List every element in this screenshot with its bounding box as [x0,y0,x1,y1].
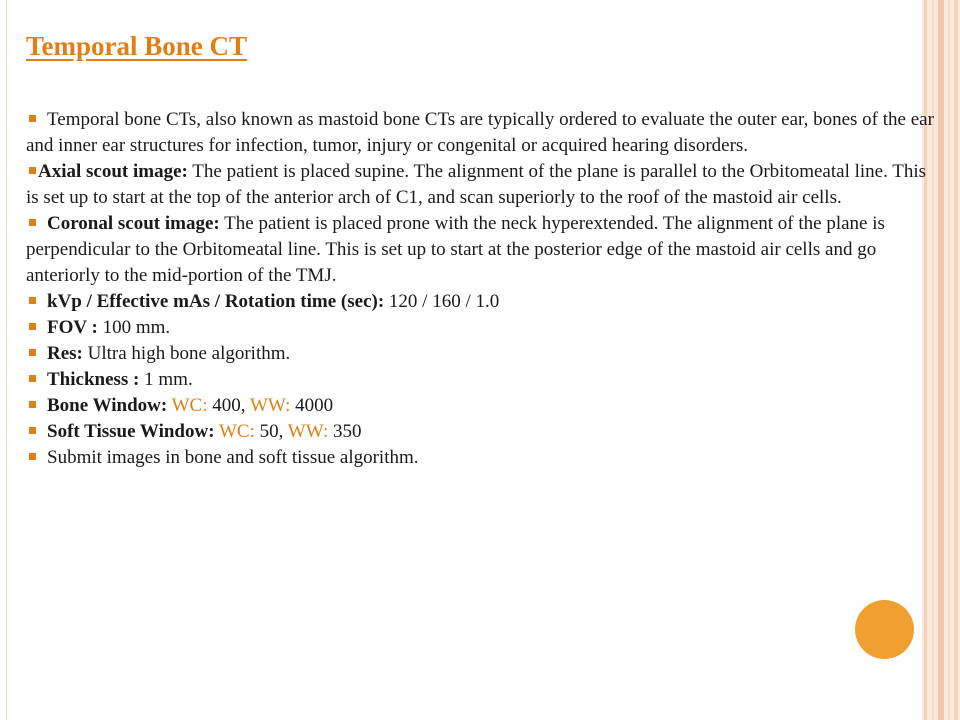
item-label: FOV : [47,317,98,338]
item-label: Coronal scout image: [47,213,220,234]
square-bullet-icon [29,349,36,356]
bullet-list [26,107,938,471]
list-item [26,445,938,471]
square-bullet-icon [29,115,36,122]
square-bullet-icon [29,219,36,226]
item-label: Soft Tissue Window: [47,421,215,442]
item-label: Axial scout image: [38,161,188,182]
item-text: The patient is placed prone with the neck hyperextended. The alignment of the plane is perpendicular to the Orbitomeatal line. This is set up to start at the posterior edge of the mastoid air cells and go anteriorly to the mid-portion of the TMJ. [26,213,885,286]
stripe [954,0,958,720]
list-item [26,159,938,211]
stripe [938,0,944,720]
list-item [26,107,938,159]
list-item [26,393,938,419]
item-label: kVp / Effective mAs / Rotation time (sec): [47,291,385,312]
square-bullet-icon [29,401,36,408]
wc-value: 50, [254,421,288,442]
square-bullet-icon [29,453,36,460]
square-bullet-icon [29,427,36,434]
stripe [948,0,950,720]
item-text: 100 mm. [97,317,171,338]
item-text: The patient is placed supine. The alignment of the plane is parallel to the Orbitomeatal line. This is set up to start at the top of the anterior arch of C1, and scan superiorly to the roof of the mastoid air cells. [26,161,927,208]
item-label: Thickness : [47,369,140,390]
list-item [26,315,938,341]
left-frame-line [6,0,7,720]
list-item [26,211,938,289]
wc-label: WC: [218,421,255,442]
decorative-circle-icon [855,600,914,659]
list-item [26,419,938,445]
square-bullet-icon [29,167,36,174]
list-item [26,289,938,315]
ww-value: 350 [328,421,362,442]
item-text: 1 mm. [139,369,193,390]
square-bullet-icon [29,323,36,330]
ww-value: 4000 [290,395,334,416]
slide-title: Temporal Bone CT [26,31,248,61]
wc-value: 400, [207,395,250,416]
list-item [26,341,938,367]
ww-label: WW: [249,395,291,416]
list-item [26,367,938,393]
item-label: Res: [47,343,83,364]
square-bullet-icon [29,297,36,304]
square-bullet-icon [29,375,36,382]
item-text: Temporal bone CTs, also known as mastoid bone CTs are typically ordered to evaluate the outer ear, bones of the ear and inner ear structures for infection, tumor, injury or congenital or acquired hearing disorders. [26,109,934,156]
item-text: 120 / 160 / 1.0 [384,291,500,312]
item-text: Submit images in bone and soft tissue algorithm. [47,447,419,468]
ww-label: WW: [287,421,329,442]
item-text: Ultra high bone algorithm. [82,343,291,364]
wc-label: WC: [171,395,208,416]
item-label: Bone Window: [47,395,168,416]
